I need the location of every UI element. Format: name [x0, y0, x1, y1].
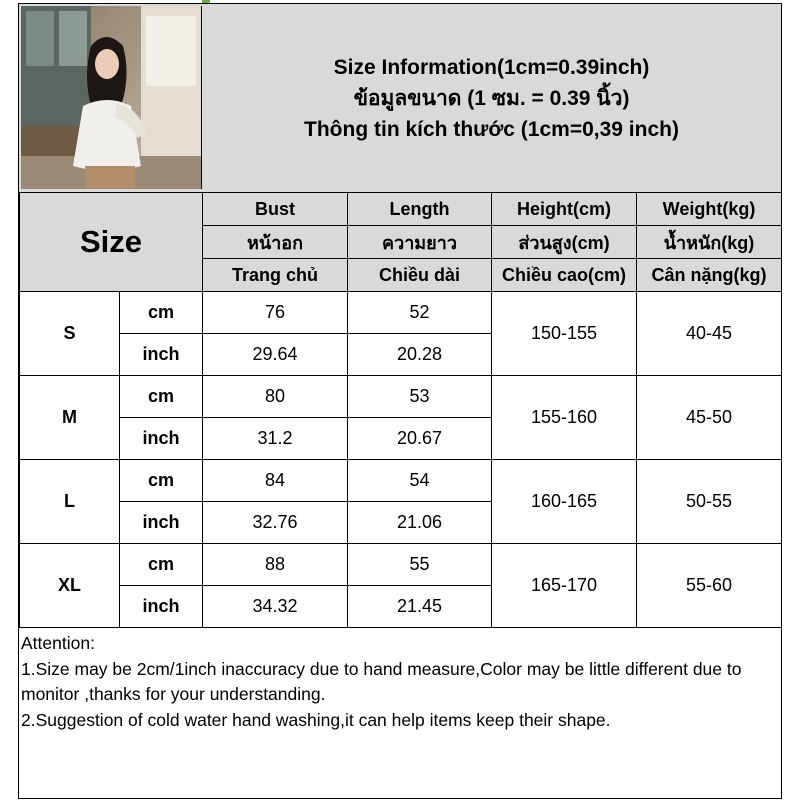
- col-weight-th: น้ำหนัก(kg): [637, 226, 782, 259]
- col-height-th: ส่วนสูง(cm): [492, 226, 637, 259]
- attention-note-1: 1.Size may be 2cm/1inch inaccuracy due to hand measure,Color may be little different due to monitor ,thanks for your understanding.: [21, 658, 742, 704]
- bust-inch: 32.76: [203, 502, 348, 544]
- size-table: [19, 192, 782, 628]
- length-inch: 21.45: [348, 586, 492, 628]
- model-photo: [21, 6, 202, 189]
- header-band: [19, 4, 781, 193]
- height-range: 155-160: [492, 376, 637, 460]
- length-inch: 20.28: [348, 334, 492, 376]
- height-range: 165-170: [492, 544, 637, 628]
- unit-inch: inch: [120, 334, 203, 376]
- size-label-xl: XL: [20, 544, 120, 628]
- col-length-en: Length: [348, 193, 492, 226]
- weight-range: 45-50: [637, 376, 782, 460]
- col-height-vi: Chiều cao(cm): [492, 259, 637, 292]
- bust-inch: 31.2: [203, 418, 348, 460]
- unit-inch: inch: [120, 586, 203, 628]
- size-header: Size: [20, 193, 203, 292]
- col-length-th: ความยาว: [348, 226, 492, 259]
- unit-inch: inch: [120, 502, 203, 544]
- height-range: 150-155: [492, 292, 637, 376]
- attention-heading: Attention:: [21, 633, 95, 653]
- weight-range: 55-60: [637, 544, 782, 628]
- model-photo-image: [21, 6, 201, 189]
- title-english: Size Information(1cm=0.39inch): [333, 55, 650, 79]
- size-label-l: L: [20, 460, 120, 544]
- bust-cm: 76: [203, 292, 348, 334]
- unit-inch: inch: [120, 418, 203, 460]
- title-block: [202, 4, 781, 192]
- weight-range: 40-45: [637, 292, 782, 376]
- unit-cm: cm: [120, 460, 203, 502]
- bust-cm: 80: [203, 376, 348, 418]
- col-weight-vi: Cân nặng(kg): [637, 259, 782, 292]
- size-label-s: S: [20, 292, 120, 376]
- col-bust-vi: Trang chủ: [203, 259, 348, 292]
- length-cm: 52: [348, 292, 492, 334]
- title-thai: ข้อมูลขนาด (1 ซม. = 0.39 นิ้ว): [353, 86, 630, 110]
- title-vietnamese: Thông tin kích thước (1cm=0,39 inch): [304, 117, 679, 141]
- col-bust-th: หน้าอก: [203, 226, 348, 259]
- length-cm: 55: [348, 544, 492, 586]
- unit-cm: cm: [120, 376, 203, 418]
- height-range: 160-165: [492, 460, 637, 544]
- col-length-vi: Chiều dài: [348, 259, 492, 292]
- unit-cm: cm: [120, 544, 203, 586]
- length-cm: 54: [348, 460, 492, 502]
- col-height-en: Height(cm): [492, 193, 637, 226]
- unit-cm: cm: [120, 292, 203, 334]
- attention-note-2: 2.Suggestion of cold water hand washing,it can help items keep their shape.: [21, 709, 611, 730]
- col-bust-en: Bust: [203, 193, 348, 226]
- length-inch: 21.06: [348, 502, 492, 544]
- bust-inch: 34.32: [203, 586, 348, 628]
- length-cm: 53: [348, 376, 492, 418]
- attention-notes: [21, 631, 779, 733]
- col-weight-en: Weight(kg): [637, 193, 782, 226]
- size-chart: [18, 3, 782, 799]
- weight-range: 50-55: [637, 460, 782, 544]
- size-label-m: M: [20, 376, 120, 460]
- bust-inch: 29.64: [203, 334, 348, 376]
- bust-cm: 88: [203, 544, 348, 586]
- bust-cm: 84: [203, 460, 348, 502]
- length-inch: 20.67: [348, 418, 492, 460]
